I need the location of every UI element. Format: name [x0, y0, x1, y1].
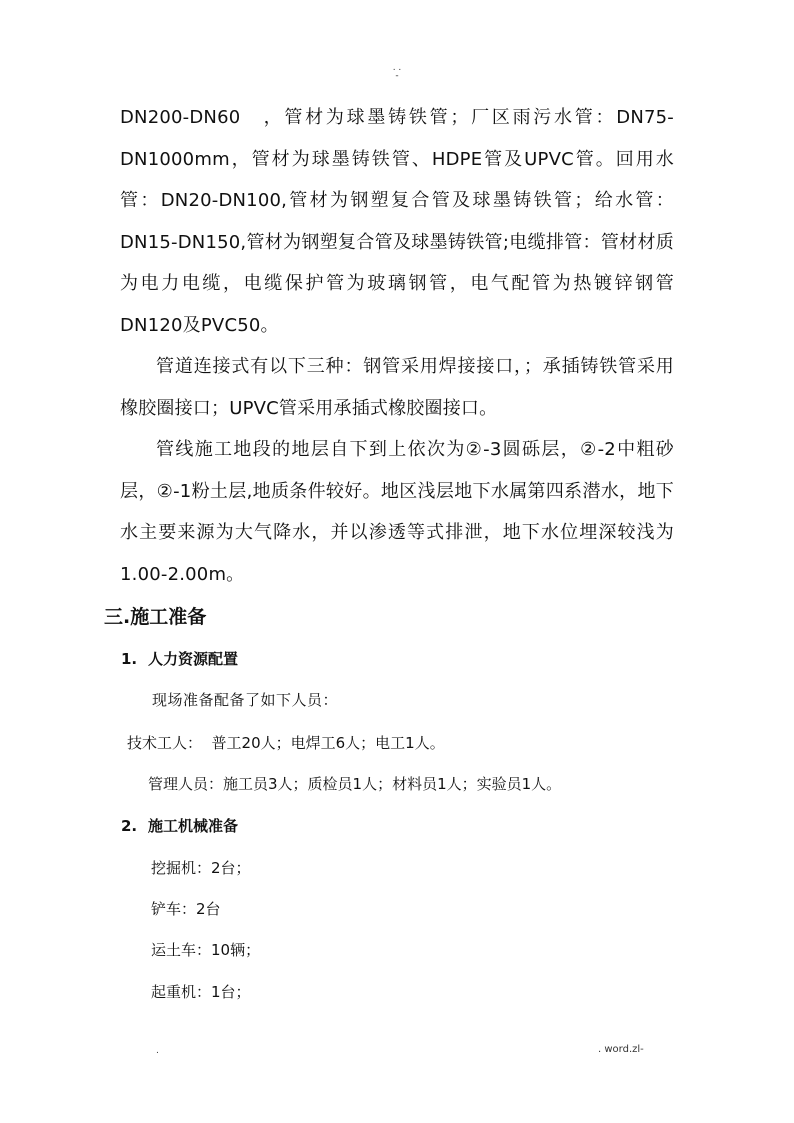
paragraph-pipe-materials: DN200-DN60 ，管材为球墨铸铁管；厂区雨污水管：DN75-DN1000mm，管材为球墨铸铁管、HDPE管及UPVC管。回用水管：DN20-DN100,管材为钢塑复合管及球墨铸铁管；给水管：DN15-DN150,管材为钢塑复合管及球墨铸铁管;电缆排管：管材材质为电力电缆，电缆保护管为玻璃钢管，电气配管为热镀锌钢管DN120及PVC50。 [120, 107, 674, 336]
labor-management-line: 管理人员：施工员3人；质检员1人；材料员1人；实验员1人。 [148, 775, 562, 793]
subsection-number: 2. [121, 817, 138, 835]
subsection-title: 人力资源配置 [148, 650, 239, 668]
subsection-heading-labor [121, 648, 238, 670]
machinery-item: 挖掘机：2台； [151, 859, 251, 877]
machinery-item: 运土车：10辆； [151, 941, 261, 959]
subsection-heading-machinery [121, 815, 238, 837]
labor-workers-line: 技术工人： 普工20人；电焊工6人；电工1人。 [127, 734, 445, 752]
subsection-title: 施工机械准备 [148, 817, 239, 835]
footer-left-mark: . [156, 1046, 159, 1056]
paragraph-pipe-connections: 管道连接式有以下三种：钢管采用焊接接口，；承插铸铁管采用橡胶圈接口；UPVC管采用承插式橡胶圈接口。 [120, 356, 674, 419]
labor-intro-line: 现场准备配备了如下人员： [152, 691, 339, 709]
page-header-mark [0, 64, 794, 80]
machinery-item: 起重机：1台； [151, 983, 251, 1001]
header-mark-text: . . - [392, 63, 402, 81]
section-heading-construction-prep: 三.施工准备 [104, 606, 207, 628]
paragraph-geology: 管线施工地段的地层自下到上依次为②-3圆砾层，②-2中粗砂层，②-1粉土层,地质条件较好。地区浅层地下水属第四系潜水，地下水主要来源为大气降水，并以渗透等式排泄，地下水位埋深较浅为1.00-2.00m。 [120, 439, 674, 585]
subsection-number: 1. [121, 650, 138, 668]
machinery-item: 铲车：2台 [151, 900, 221, 918]
footer-right-text: . word.zl- [598, 1044, 644, 1055]
